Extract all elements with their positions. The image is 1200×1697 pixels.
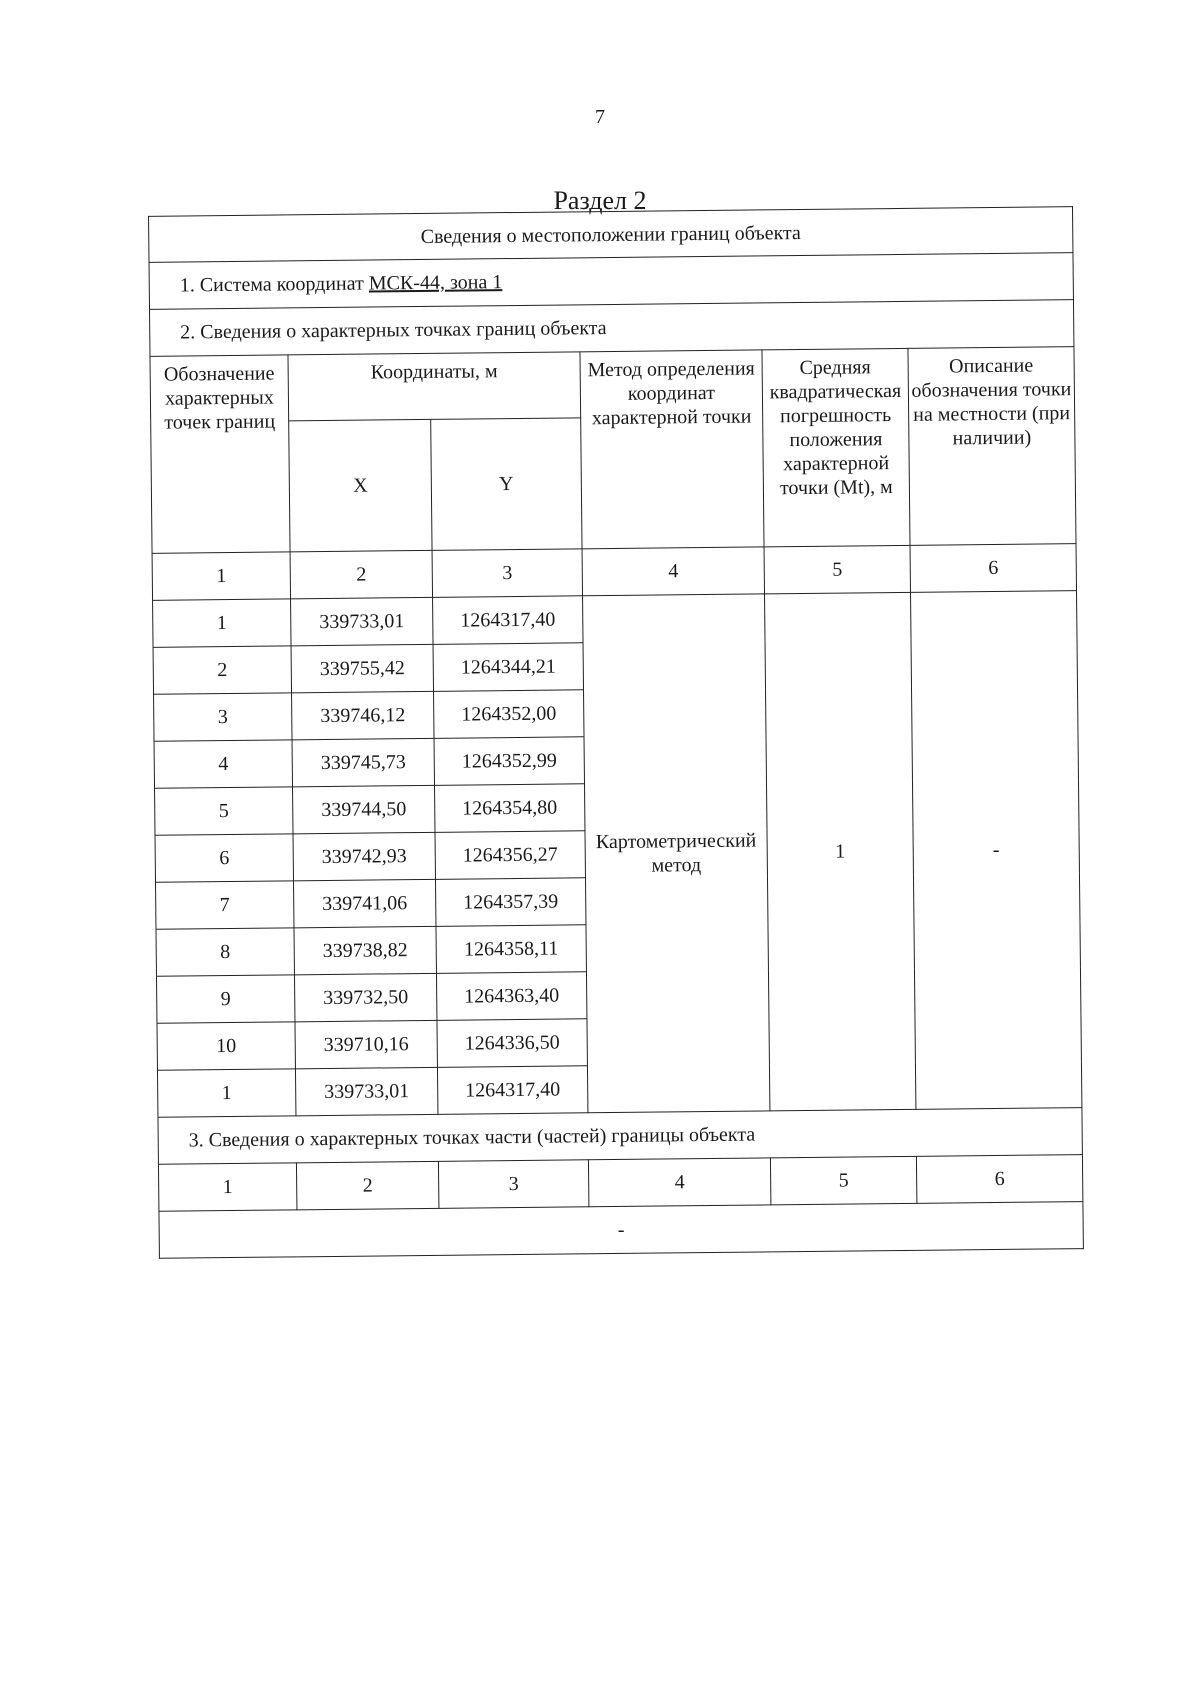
coord-system-value: МСК-44, зона 1	[368, 271, 503, 295]
header-point: Обозначение характерных точек границ	[150, 355, 290, 553]
header-accuracy: Средняя квадратическая погрешность положения характерной точки (Mt), м	[762, 348, 910, 547]
table-title: Сведения о местоположении границ объекта	[149, 207, 1073, 263]
point-y: 1264352,00	[434, 690, 584, 739]
point-y: 1264317,40	[433, 596, 583, 645]
page-number: 7	[595, 106, 605, 128]
point-y: 1264354,80	[435, 784, 585, 833]
part-column-number: 4	[588, 1158, 770, 1207]
header-description: Описание обозначения точки на местности (при наличии)	[908, 347, 1076, 546]
table-row	[153, 591, 1077, 648]
point-id: 7	[156, 881, 294, 929]
point-x: 339755,42	[291, 644, 433, 692]
point-x: 339741,06	[293, 879, 435, 927]
column-number: 3	[432, 549, 582, 598]
header-coords: Координаты, м	[288, 352, 581, 421]
point-x: 339744,50	[293, 785, 435, 833]
point-x: 339738,82	[294, 926, 436, 974]
point-y: 1264357,39	[435, 878, 585, 927]
column-number: 2	[290, 550, 432, 598]
point-id: 8	[156, 928, 294, 976]
section-title: Раздел 2	[553, 186, 647, 215]
method-value: Картометрический метод	[583, 594, 770, 1113]
coord-system-prefix: 1. Система координат	[179, 272, 369, 297]
point-y: 1264344,21	[433, 643, 583, 692]
header-y: Y	[431, 418, 582, 551]
boundary-form	[148, 206, 1083, 1259]
part-column-number: 6	[916, 1155, 1082, 1204]
subsection2-title: 2. Сведения о характерных точках границ объекта	[150, 300, 1074, 357]
boundary-table	[148, 206, 1084, 1259]
point-x: 339742,93	[293, 832, 435, 880]
point-id: 10	[157, 1022, 295, 1070]
point-id: 5	[155, 787, 293, 835]
point-x: 339746,12	[292, 691, 434, 739]
column-number: 4	[582, 547, 764, 596]
column-number: 1	[152, 552, 290, 600]
point-id: 1	[157, 1069, 295, 1117]
header-x: X	[289, 419, 432, 551]
point-id: 9	[156, 975, 294, 1023]
accuracy-value: 1	[765, 592, 916, 1111]
point-id: 3	[154, 693, 292, 741]
point-x: 339733,01	[295, 1067, 437, 1115]
point-id: 2	[153, 646, 291, 694]
point-id: 4	[154, 740, 292, 788]
point-x: 339733,01	[291, 597, 433, 645]
subsection3-title: 3. Сведения о характерных точках части (частей) границы объекта	[158, 1108, 1082, 1165]
point-y: 1264336,50	[437, 1019, 587, 1068]
point-y: 1264356,27	[435, 831, 585, 880]
part-column-number: 1	[158, 1163, 296, 1211]
point-x: 339745,73	[292, 738, 434, 786]
point-y: 1264358,11	[436, 925, 586, 974]
part-column-number: 5	[770, 1156, 916, 1205]
part-column-number: 3	[438, 1160, 588, 1209]
header-method: Метод определения координат характерной точки	[580, 350, 764, 549]
column-number: 5	[764, 545, 910, 594]
point-y: 1264363,40	[436, 972, 586, 1021]
point-x: 339732,50	[294, 973, 436, 1021]
point-id: 6	[155, 834, 293, 882]
part-empty-value: -	[159, 1202, 1083, 1259]
description-value: -	[911, 591, 1082, 1110]
part-column-number: 2	[296, 1161, 438, 1209]
point-id: 1	[153, 599, 291, 647]
point-x: 339710,16	[295, 1020, 437, 1068]
point-y: 1264317,40	[437, 1066, 587, 1115]
point-y: 1264352,99	[434, 737, 584, 786]
column-number: 6	[910, 544, 1076, 593]
